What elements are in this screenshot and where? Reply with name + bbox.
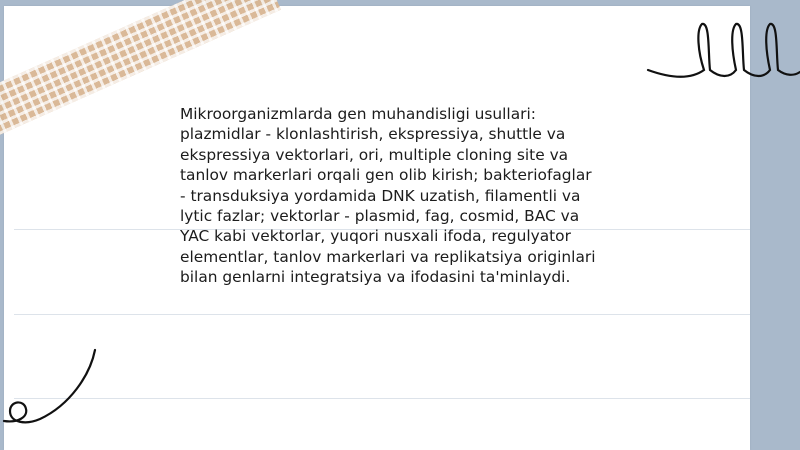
loop-doodle [640, 12, 800, 92]
swirl-doodle [0, 345, 110, 430]
slide-body-text: Mikroorganizmlarda gen muhandisligi usullari: plazmidlar - klonlashtirish, ekspressiya, shuttle va ekspressiya vektorlari, ori, multiple cloning site va tanlov markerlari orqali gen olib kirish; bakteriofaglar - transduksiya yordamida DNK uzatish, filamentli va lytic fazlar; vektorlar - plasmid, fag, cosmid, BAC va YAC kabi vektorlar, yuqori nusxali ifoda, regulyator elementlar, tanlov markerlari va replikatsiya originlari bilan genlarni integratsiya va ifodasini ta'minlaydi. [180, 105, 596, 287]
ruled-line [14, 398, 750, 399]
ruled-line [14, 314, 750, 315]
